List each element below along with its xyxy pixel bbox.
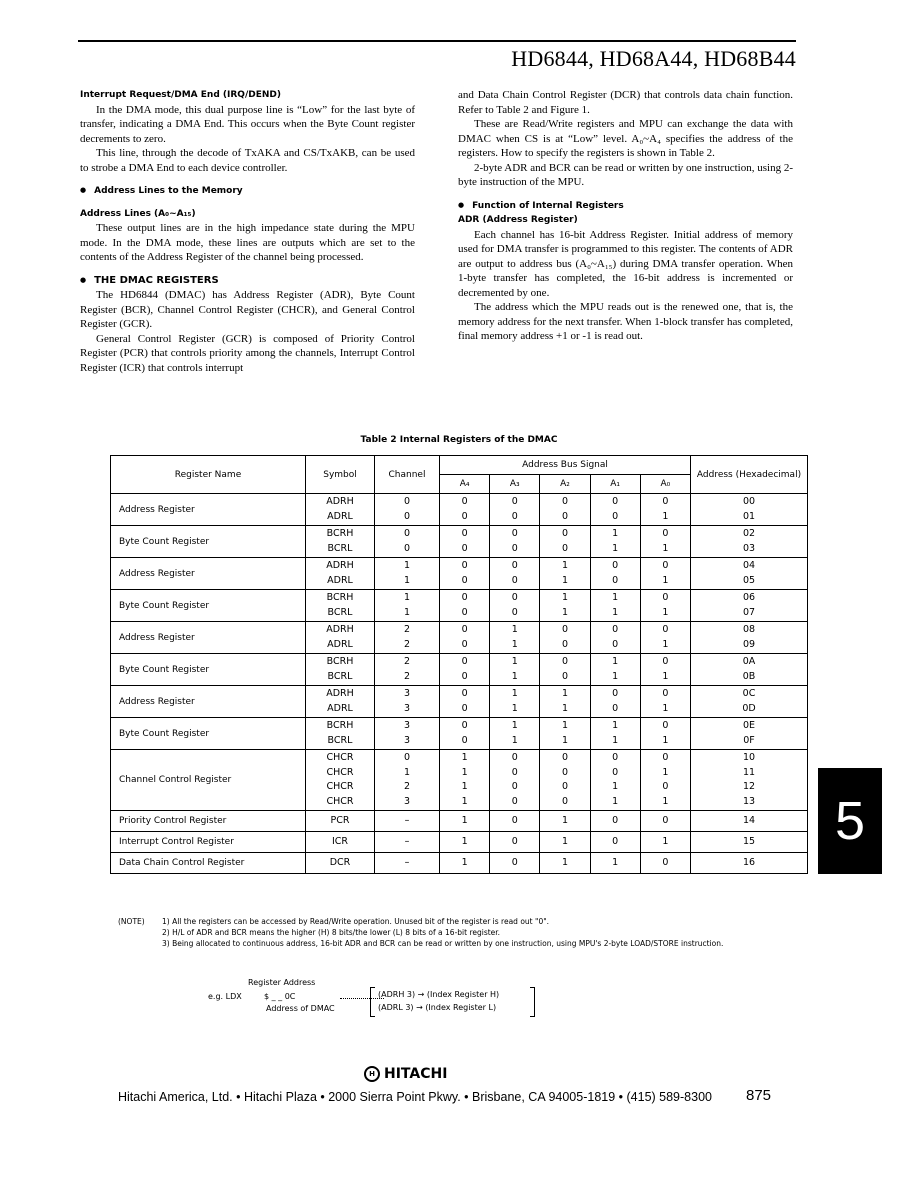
channel-cell: 0 1 2 3	[375, 750, 440, 811]
hitachi-logo	[364, 1066, 447, 1082]
a1-cell: 1	[590, 853, 640, 874]
register-name-cell: Byte Count Register	[111, 526, 306, 558]
register-name-cell: Address Register	[111, 622, 306, 654]
a2-cell: 1 1	[540, 718, 590, 750]
irq-heading: Interrupt Request/DMA End (IRQ/DEND)	[80, 90, 281, 100]
symbol-cell: DCR	[306, 853, 375, 874]
channel-cell: 3 3	[375, 686, 440, 718]
a3-cell: 0 0	[490, 590, 540, 622]
col-symbol: Symbol	[306, 456, 375, 494]
register-name-cell: Byte Count Register	[111, 654, 306, 686]
right-paragraph-3: 2-byte ADR and BCR can be read or written by one instruction, using 2-byte instruction of the MPU.	[458, 161, 793, 188]
col-address-bus: Address Bus Signal	[440, 456, 691, 475]
channel-cell: 2 2	[375, 654, 440, 686]
a0-cell: 0 1	[640, 622, 690, 654]
a2-cell: 1 1	[540, 590, 590, 622]
hex-cell: 08 09	[691, 622, 808, 654]
channel-cell: 1 1	[375, 590, 440, 622]
example-line-2: (ADRL 3) → (Index Register L)	[378, 1003, 497, 1012]
page-title: HD6844, HD68A44, HD68B44	[511, 46, 796, 71]
a3-cell: 0 0	[490, 494, 540, 526]
table-row	[111, 590, 808, 622]
adr-paragraph-2: The address which the MPU reads out is the renewed one, that is, the memory address for the next transfer. When 1-block transfer has completed, final memory address +1 or -1 is read out.	[458, 301, 793, 342]
symbol-cell: PCR	[306, 811, 375, 832]
right-column	[458, 88, 793, 344]
footer-address: Hitachi America, Ltd. • Hitachi Plaza • 2000 Sierra Point Pkwy. • Brisbane, CA 94005-1819 • (415) 589-8300	[118, 1090, 712, 1104]
dmac-paragraph-2: General Control Register (GCR) is composed of Priority Control Register (PCR) that controls priority among the channels, Interrupt Control Register (ICR) that controls interrupt	[80, 332, 415, 374]
adr-paragraph-1: Each channel has 16-bit Address Register. Initial address of memory used for DMA transfer is programmed to this register. The contents of ADR are output to address bus (A₀~A₁₅) during DMA transfer operation. When 1-byte transfer has completed, the 16-bit address is incremented or decremented by one.	[458, 228, 793, 299]
table-row	[111, 686, 808, 718]
table-row	[111, 832, 808, 853]
a3-cell: 1 1	[490, 622, 540, 654]
example-bracket-left	[370, 987, 375, 1017]
register-name-cell: Address Register	[111, 494, 306, 526]
a4-cell: 1	[440, 811, 490, 832]
a1-cell: 1 1	[590, 654, 640, 686]
table-row	[111, 526, 808, 558]
note-1: 1) All the registers can be accessed by Read/Write operation. Unused bit of the register is read out "0".	[162, 917, 550, 926]
a0-cell: 0 1	[640, 558, 690, 590]
a1-cell: 0 0	[590, 494, 640, 526]
col-a2: A₂	[540, 475, 590, 494]
channel-cell: –	[375, 832, 440, 853]
table-row	[111, 622, 808, 654]
example-register-address-label: Register Address	[248, 978, 316, 987]
note-3: 3) Being allocated to continuous address, 16-bit ADR and BCR can be read or written by one instruction, using MPU's 2-byte LOAD/STORE instruction.	[162, 939, 724, 948]
a3-cell: 0 0	[490, 558, 540, 590]
a1-cell: 0 0 1 1	[590, 750, 640, 811]
symbol-cell: ADRH ADRL	[306, 558, 375, 590]
irq-paragraph-2: This line, through the decode of TxAKA and CS/TxAKB, can be used to strobe a DMA End to each device controller.	[80, 147, 415, 174]
a0-cell: 0 1	[640, 718, 690, 750]
table-row	[111, 494, 808, 526]
a3-cell: 1 1	[490, 718, 540, 750]
a1-cell: 0	[590, 832, 640, 853]
symbol-cell: BCRH BCRL	[306, 654, 375, 686]
hex-cell: 02 03	[691, 526, 808, 558]
channel-cell: 1 1	[375, 558, 440, 590]
a2-cell: 1	[540, 832, 590, 853]
registers-table	[110, 455, 808, 874]
a0-cell: 0	[640, 811, 690, 832]
register-name-cell: Byte Count Register	[111, 718, 306, 750]
a2-cell: 1	[540, 811, 590, 832]
hitachi-logo-icon: H	[364, 1066, 380, 1082]
a2-cell: 0 0	[540, 494, 590, 526]
a1-cell: 0	[590, 811, 640, 832]
hex-cell: 10 11 12 13	[691, 750, 808, 811]
dmac-paragraph-1: The HD6844 (DMAC) has Address Register (ADR), Byte Count Register (BCR), Channel Control Register (CHCR), and General Control Register (GCR).	[80, 289, 415, 330]
table-row	[111, 811, 808, 832]
register-name-cell: Byte Count Register	[111, 590, 306, 622]
table-row	[111, 654, 808, 686]
a4-cell: 0 0	[440, 622, 490, 654]
symbol-cell: BCRH BCRL	[306, 526, 375, 558]
hex-cell: 16	[691, 853, 808, 874]
a0-cell: 0 1	[640, 654, 690, 686]
a4-cell: 1 1 1 1	[440, 750, 490, 811]
hex-cell: 04 05	[691, 558, 808, 590]
hex-cell: 0A 0B	[691, 654, 808, 686]
table-caption: Table 2 Internal Registers of the DMAC	[360, 435, 558, 445]
a1-cell: 0 0	[590, 686, 640, 718]
function-heading: ● Function of Internal Registers	[458, 198, 793, 214]
a4-cell: 0 0	[440, 654, 490, 686]
symbol-cell: ADRH ADRL	[306, 622, 375, 654]
a2-cell: 0 0	[540, 654, 590, 686]
register-name-cell: Data Chain Control Register	[111, 853, 306, 874]
channel-cell: 0 0	[375, 526, 440, 558]
col-channel: Channel	[375, 456, 440, 494]
a3-cell: 0	[490, 832, 540, 853]
table-row	[111, 558, 808, 590]
a3-cell: 1 1	[490, 654, 540, 686]
register-name-cell: Interrupt Control Register	[111, 832, 306, 853]
symbol-cell: BCRH BCRL	[306, 718, 375, 750]
a1-cell: 1 1	[590, 590, 640, 622]
a4-cell: 0 0	[440, 558, 490, 590]
example-line-1: (ADRH 3) → (Index Register H)	[378, 990, 500, 999]
a2-cell: 1	[540, 853, 590, 874]
symbol-cell: ADRH ADRL	[306, 686, 375, 718]
example-operand: $ _ _ 0C	[264, 992, 296, 1001]
a2-cell: 1 1	[540, 558, 590, 590]
a3-cell: 1 1	[490, 686, 540, 718]
col-a4: A₄	[440, 475, 490, 494]
a1-cell: 0 0	[590, 622, 640, 654]
table-row	[111, 853, 808, 874]
register-name-cell: Channel Control Register	[111, 750, 306, 811]
a3-cell: 0	[490, 853, 540, 874]
a4-cell: 0 0	[440, 590, 490, 622]
example-bracket-right	[530, 987, 535, 1017]
a0-cell: 1	[640, 832, 690, 853]
a0-cell: 0 1	[640, 686, 690, 718]
a0-cell: 0 1 0 1	[640, 750, 690, 811]
col-a0: A₀	[640, 475, 690, 494]
dmac-registers-heading: ● THE DMAC REGISTERS	[80, 273, 415, 289]
hex-cell: 0C 0D	[691, 686, 808, 718]
register-name-cell: Priority Control Register	[111, 811, 306, 832]
a3-cell: 0	[490, 811, 540, 832]
section-tab: 5	[818, 768, 882, 874]
irq-paragraph-1: In the DMA mode, this dual purpose line is “Low” for the last byte of transfer, indicating a DMA End. This occurs when the Byte Count register decrements to zero.	[80, 103, 415, 145]
col-address-hex: Address (Hexadecimal)	[691, 456, 808, 494]
a1-cell: 0 0	[590, 558, 640, 590]
example-dmac-address-label: Address of DMAC	[266, 1004, 335, 1013]
address-lines-paragraph: These output lines are in the high impedance state during the MPU mode. In the DMA mode, these lines are outputs which are set to the contents of the Address Register of the channel being processed.	[80, 222, 415, 263]
a4-cell: 0 0	[440, 686, 490, 718]
col-register-name: Register Name	[111, 456, 306, 494]
register-name-cell: Address Register	[111, 558, 306, 590]
a3-cell: 0 0	[490, 526, 540, 558]
a0-cell: 0 1	[640, 494, 690, 526]
a0-cell: 0 1	[640, 590, 690, 622]
channel-cell: –	[375, 853, 440, 874]
symbol-cell: ICR	[306, 832, 375, 853]
symbol-cell: ADRH ADRL	[306, 494, 375, 526]
notes-label: (NOTE)	[118, 917, 145, 926]
channel-cell: 2 2	[375, 622, 440, 654]
a0-cell: 0 1	[640, 526, 690, 558]
a3-cell: 0 0 0 0	[490, 750, 540, 811]
table-row	[111, 718, 808, 750]
address-lines-subheading: Address Lines (A₀~A₁₅)	[80, 208, 196, 219]
address-lines-heading: ● Address Lines to the Memory	[80, 183, 415, 199]
a4-cell: 1	[440, 853, 490, 874]
hex-cell: 15	[691, 832, 808, 853]
example-instruction: e.g. LDX	[208, 992, 242, 1001]
hex-cell: 14	[691, 811, 808, 832]
symbol-cell: CHCR CHCR CHCR CHCR	[306, 750, 375, 811]
hex-cell: 06 07	[691, 590, 808, 622]
right-paragraph-2: These are Read/Write registers and MPU can exchange the data with DMAC when CS is at “Low” level. A₀~A₄ specifies the address of the registers. How to specify the registers is shown in Table 2.	[458, 118, 793, 159]
page-number: 875	[746, 1087, 772, 1104]
hex-cell: 00 01	[691, 494, 808, 526]
a1-cell: 1 1	[590, 718, 640, 750]
col-a1: A₁	[590, 475, 640, 494]
a2-cell: 0 0 0 0	[540, 750, 590, 811]
register-name-cell: Address Register	[111, 686, 306, 718]
a2-cell: 0 0	[540, 622, 590, 654]
note-2: 2) H/L of ADR and BCR means the higher (H) 8 bits/the lower (L) 8 bits of a 16-bit register.	[162, 928, 501, 937]
channel-cell: 0 0	[375, 494, 440, 526]
hex-cell: 0E 0F	[691, 718, 808, 750]
symbol-cell: BCRH BCRL	[306, 590, 375, 622]
a4-cell: 0 0	[440, 526, 490, 558]
adr-heading: ADR (Address Register)	[458, 215, 578, 225]
a4-cell: 1	[440, 832, 490, 853]
channel-cell: –	[375, 811, 440, 832]
right-paragraph-1: and Data Chain Control Register (DCR) that controls data chain function. Refer to Table 2 and Figure 1.	[458, 89, 793, 116]
a4-cell: 0 0	[440, 494, 490, 526]
header-rule	[78, 40, 796, 42]
table-row	[111, 750, 808, 811]
a2-cell: 1 1	[540, 686, 590, 718]
col-a3: A₃	[490, 475, 540, 494]
a4-cell: 0 0	[440, 718, 490, 750]
a1-cell: 1 1	[590, 526, 640, 558]
brand-name: HITACHI	[384, 1066, 448, 1082]
channel-cell: 3 3	[375, 718, 440, 750]
a0-cell: 0	[640, 853, 690, 874]
left-column	[80, 88, 415, 375]
a2-cell: 0 0	[540, 526, 590, 558]
